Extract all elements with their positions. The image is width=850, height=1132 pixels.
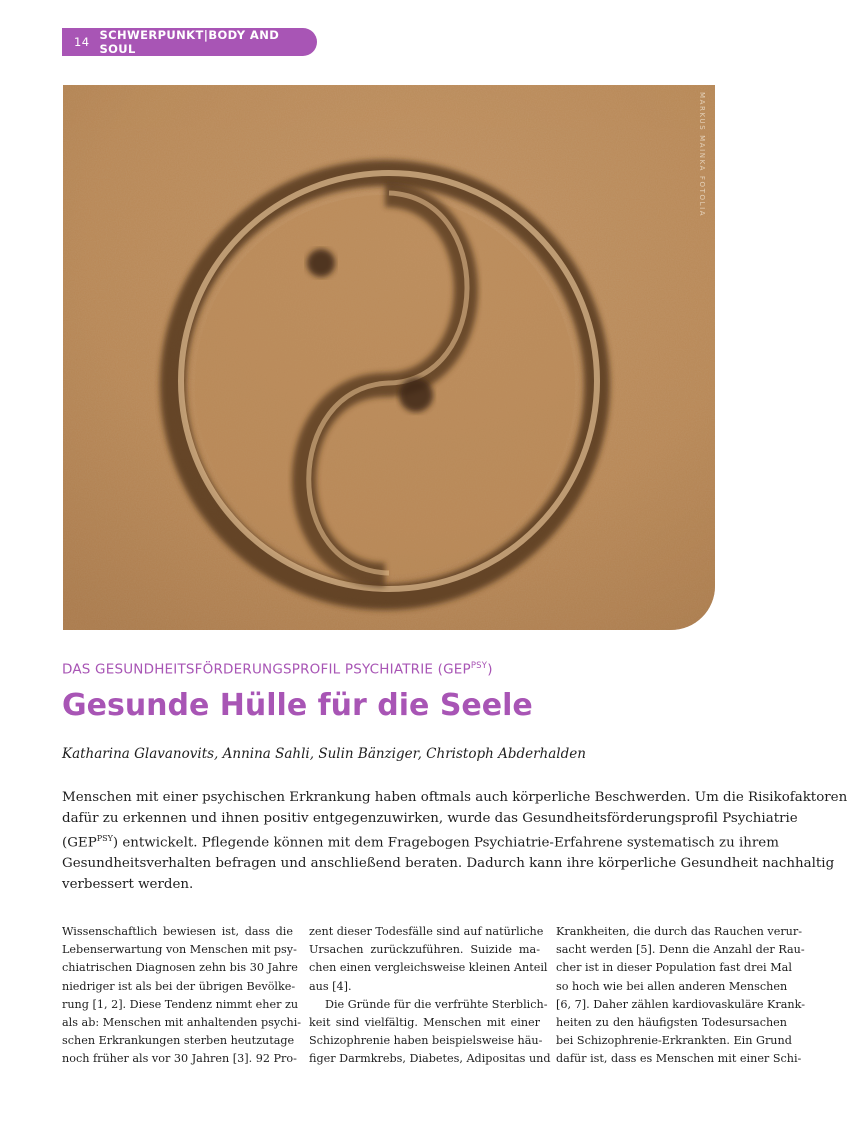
kicker-text: DAS GESUNDHEITSFÖRDERUNGSPROFIL PSYCHIATRIE (GEP: [62, 661, 471, 678]
lead-superscript: PSY: [96, 834, 113, 844]
column-line: Lebenserwartung von Menschen mit psy-: [62, 943, 297, 957]
column-line: sacht werden [5]. Denn die Anzahl der Rau-: [556, 943, 805, 957]
column-line: heiten zu den häufigsten Todesursachen: [556, 1016, 787, 1030]
body-column-2: [309, 923, 551, 1069]
article-title: Gesunde Hülle für die Seele: [62, 688, 533, 723]
lead-line: dafür zu erkennen und ihnen positiv entgegenzuwirken, wurde das Gesundheitsförderungsprofil Psychiatrie: [62, 810, 798, 826]
article-photo: [63, 85, 715, 630]
column-line: keit sind vielfältig. Menschen mit einer: [309, 1016, 540, 1030]
article-authors: Katharina Glavanovits, Annina Sahli, Sulin Bänziger, Christoph Abderhalden: [62, 746, 586, 762]
article-lead: [62, 788, 848, 895]
column-line: schen Erkrankungen sterben heutzutage: [62, 1034, 295, 1048]
section-title: SCHWERPUNKT|BODY AND SOUL: [99, 28, 280, 56]
column-line: Schizophrenie haben beispielsweise häu-: [309, 1034, 543, 1048]
photo-credit: MARKUS MAINKA FOTOLIA: [698, 92, 706, 218]
column-line: noch früher als vor 30 Jahren [3]. 92 Pro-: [62, 1052, 297, 1066]
column-line: bei Schizophrenie-Erkrankten. Ein Grund: [556, 1034, 792, 1048]
column-line: aus [4].: [309, 979, 352, 993]
lead-line: Menschen mit einer psychischen Erkrankung haben oftmals auch körperliche Beschwerden. Um die Risikofaktoren: [62, 790, 848, 805]
section-header-badge: [62, 28, 317, 56]
column-line: cher ist in dieser Population fast drei Mal: [556, 961, 792, 975]
column-line: Ursachen zurückzuführen. Suizide ma-: [309, 943, 540, 957]
column-line: Krankheiten, die durch das Rauchen verur-: [556, 925, 803, 938]
column-line: Wissenschaftlich bewiesen ist, dass die: [62, 925, 293, 938]
column-line: rung [1, 2]. Diese Tendenz nimmt eher zu: [62, 997, 299, 1011]
kicker-superscript: PSY: [470, 661, 488, 671]
kicker-end: ): [487, 661, 493, 678]
column-line: Die Gründe für die verfrühte Sterblich-: [325, 997, 548, 1011]
article-kicker: [62, 661, 493, 678]
column-line: chiatrischen Diagnosen zehn bis 30 Jahre: [62, 961, 298, 975]
yin-yang-in-sand-icon: [63, 85, 715, 630]
column-line: so hoch wie bei allen anderen Menschen: [556, 979, 788, 993]
column-line: figer Darmkrebs, Diabetes, Adipositas und: [309, 1052, 551, 1066]
lead-line: Gesundheitsverhalten befragen und anschließend beraten. Dadurch kann ihre körperliche Gesundheit nachhaltig: [62, 856, 835, 872]
column-line: dafür ist, dass es Menschen mit einer Schi-: [556, 1052, 802, 1066]
column-line: zent dieser Todesfälle sind auf natürliche: [309, 925, 544, 938]
page-number: 14: [74, 35, 90, 49]
lead-line: verbessert werden.: [62, 876, 194, 892]
column-line: [6, 7]. Daher zählen kardiovaskuläre Krank-: [556, 997, 805, 1011]
column-line: als ab: Menschen mit anhaltenden psychi-: [62, 1016, 302, 1030]
column-line: niedriger ist als bei der übrigen Bevölke-: [62, 979, 296, 993]
body-column-3: [556, 923, 805, 1069]
body-column-1: [62, 923, 302, 1069]
lead-line: $(GEP^{PSY})$ entwickelt. Pflegende können mit dem Fragebogen Psychiatrie-Erfahrene systematisch zu ihrem: [62, 834, 779, 851]
column-line: chen einen vergleichsweise kleinen Anteil: [309, 961, 548, 975]
